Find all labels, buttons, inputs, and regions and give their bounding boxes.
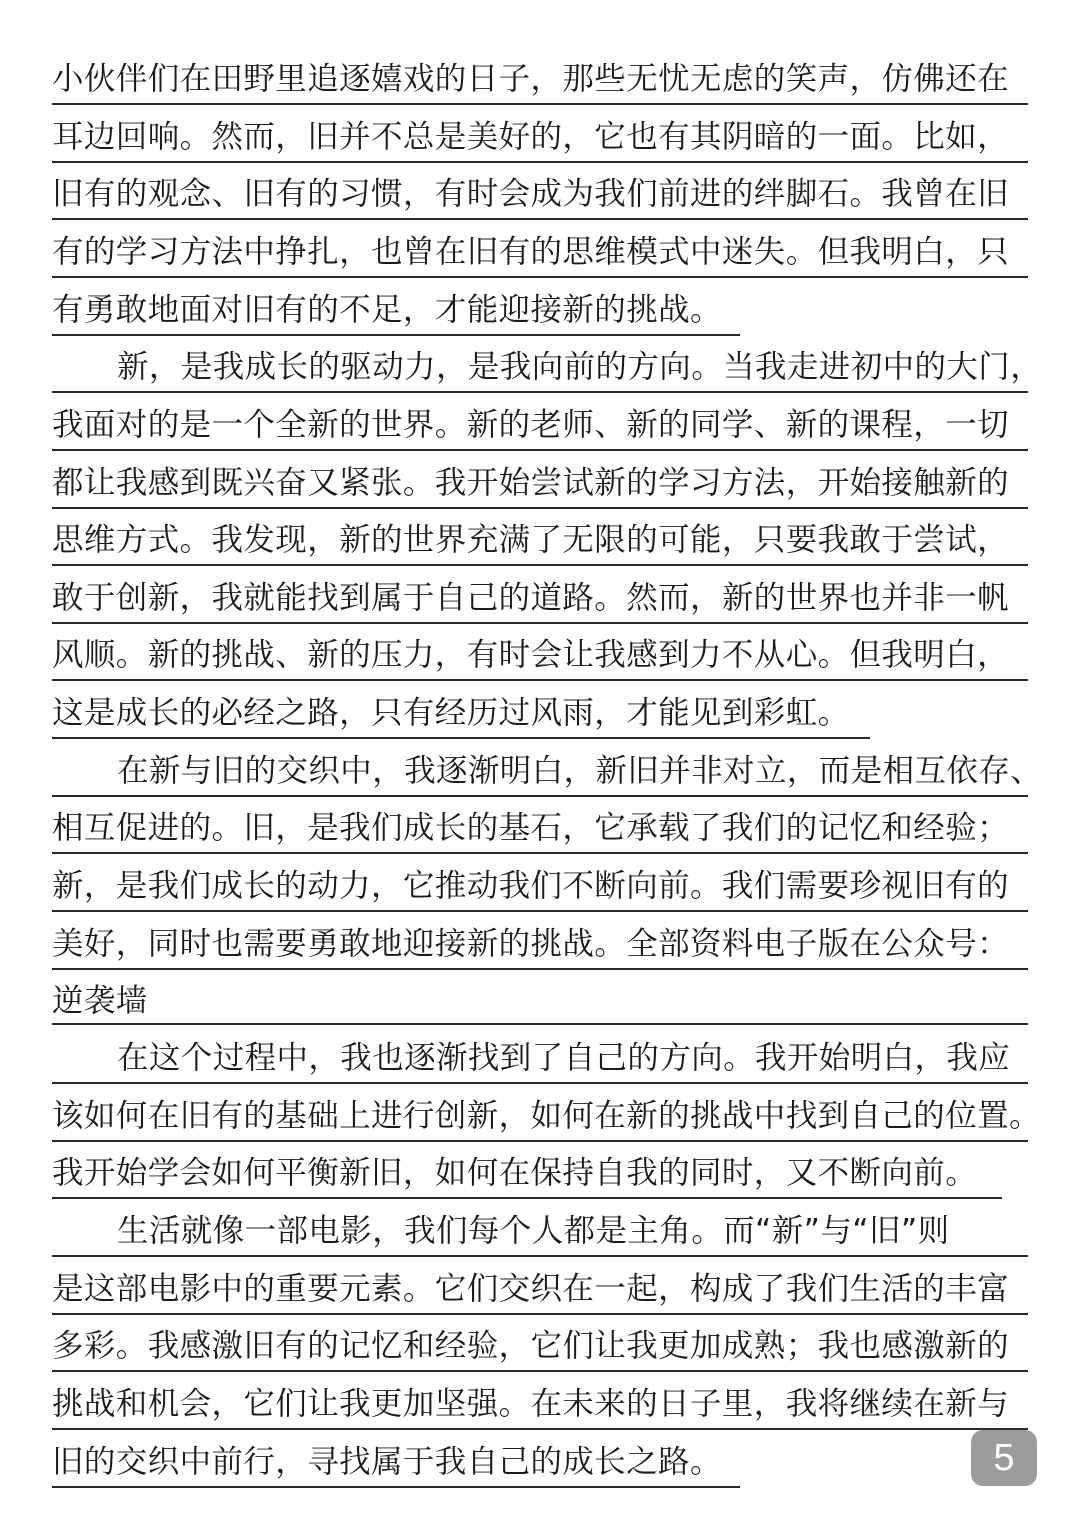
underline-rule bbox=[52, 449, 1028, 451]
underline-rule bbox=[52, 795, 1028, 797]
underline-rule bbox=[52, 968, 1028, 970]
underline-rule bbox=[52, 852, 1028, 854]
underline-rule bbox=[52, 507, 1028, 509]
text-line: 风顺。新的挑战、新的压力，有时会让我感到力不从心。但我明白， bbox=[52, 637, 1010, 673]
text-line: 逆袭墙 bbox=[52, 983, 148, 1019]
text-line: 思维方式。我发现，新的世界充满了无限的可能，只要我敢于尝试， bbox=[52, 522, 1010, 558]
underline-rule bbox=[52, 1428, 1028, 1430]
underline-rule bbox=[52, 103, 1028, 105]
text-line: 新，是我们成长的动力，它推动我们不断向前。我们需要珍视旧有的 bbox=[52, 868, 1010, 904]
underline-rule bbox=[52, 1255, 1028, 1257]
underline-rule bbox=[52, 1082, 1028, 1084]
text-line: 旧的交织中前行，寻找属于我自己的成长之路。 bbox=[52, 1444, 722, 1480]
text-line: 挑战和机会，它们让我更加坚强。在未来的日子里，我将继续在新与 bbox=[52, 1386, 1010, 1422]
underline-rule bbox=[52, 1197, 1002, 1199]
text-line: 美好，同时也需要勇敢地迎接新的挑战。全部资料电子版在公众号： bbox=[52, 926, 1010, 962]
underline-rule bbox=[52, 218, 1028, 220]
text-line: 这是成长的必经之路，只有经历过风雨，才能见到彩虹。 bbox=[52, 695, 850, 731]
text-line: 我开始学会如何平衡新旧，如何在保持自我的同时，又不断向前。 bbox=[52, 1155, 978, 1191]
text-line: 耳边回响。然而，旧并不总是美好的，它也有其阴暗的一面。比如， bbox=[52, 119, 1010, 155]
text-line: 有勇敢地面对旧有的不足，才能迎接新的挑战。 bbox=[52, 292, 722, 328]
paragraph-first-line: 生活就像一部电影，我们每个人都是主角。而“新”与“旧”则 bbox=[117, 1213, 950, 1249]
underline-rule bbox=[52, 161, 1028, 163]
page-number-badge bbox=[971, 1430, 1037, 1486]
text-line: 小伙伴们在田野里追逐嬉戏的日子，那些无忧无虑的笑声，仿佛还在 bbox=[52, 61, 1010, 97]
underline-rule bbox=[52, 1370, 1028, 1372]
underline-rule bbox=[52, 334, 740, 336]
underline-rule bbox=[52, 1140, 1028, 1142]
text-line: 相互促进的。旧，是我们成长的基石，它承载了我们的记忆和经验； bbox=[52, 810, 1010, 846]
underline-rule bbox=[52, 391, 1028, 393]
text-line: 该如何在旧有的基础上进行创新，如何在新的挑战中找到自己的位置。 bbox=[52, 1098, 1041, 1134]
text-line: 是这部电影中的重要元素。它们交织在一起，构成了我们生活的丰富 bbox=[52, 1271, 1010, 1307]
text-line: 我面对的是一个全新的世界。新的老师、新的同学、新的课程，一切 bbox=[52, 407, 1010, 443]
paragraph-first-line: 新，是我成长的驱动力，是我向前的方向。当我走进初中的大门， bbox=[117, 349, 1043, 385]
underline-rule bbox=[52, 622, 1028, 624]
underline-rule bbox=[52, 1313, 1028, 1315]
page-number: 5 bbox=[993, 1437, 1015, 1479]
paragraph-first-line: 在这个过程中，我也逐渐找到了自己的方向。我开始明白，我应 bbox=[117, 1040, 1011, 1076]
underline-rule bbox=[52, 564, 1028, 566]
text-line: 都让我感到既兴奋又紧张。我开始尝试新的学习方法，开始接触新的 bbox=[52, 465, 1010, 501]
underline-rule bbox=[52, 276, 1028, 278]
text-line: 敢于创新，我就能找到属于自己的道路。然而，新的世界也并非一帆 bbox=[52, 580, 1010, 616]
paragraph-first-line: 在新与旧的交织中，我逐渐明白，新旧并非对立，而是相互依存、 bbox=[117, 753, 1043, 789]
underline-rule bbox=[52, 679, 1028, 681]
text-line: 有的学习方法中挣扎，也曾在旧有的思维模式中迷失。但我明白，只 bbox=[52, 234, 1010, 270]
text-line: 多彩。我感激旧有的记忆和经验，它们让我更加成熟；我也感激新的 bbox=[52, 1328, 1010, 1364]
underline-rule bbox=[52, 910, 1028, 912]
underline-rule bbox=[52, 737, 870, 739]
text-line: 旧有的观念、旧有的习惯，有时会成为我们前进的绊脚石。我曾在旧 bbox=[52, 176, 1010, 212]
underline-rule bbox=[52, 1023, 1028, 1025]
underline-rule bbox=[52, 1486, 740, 1488]
